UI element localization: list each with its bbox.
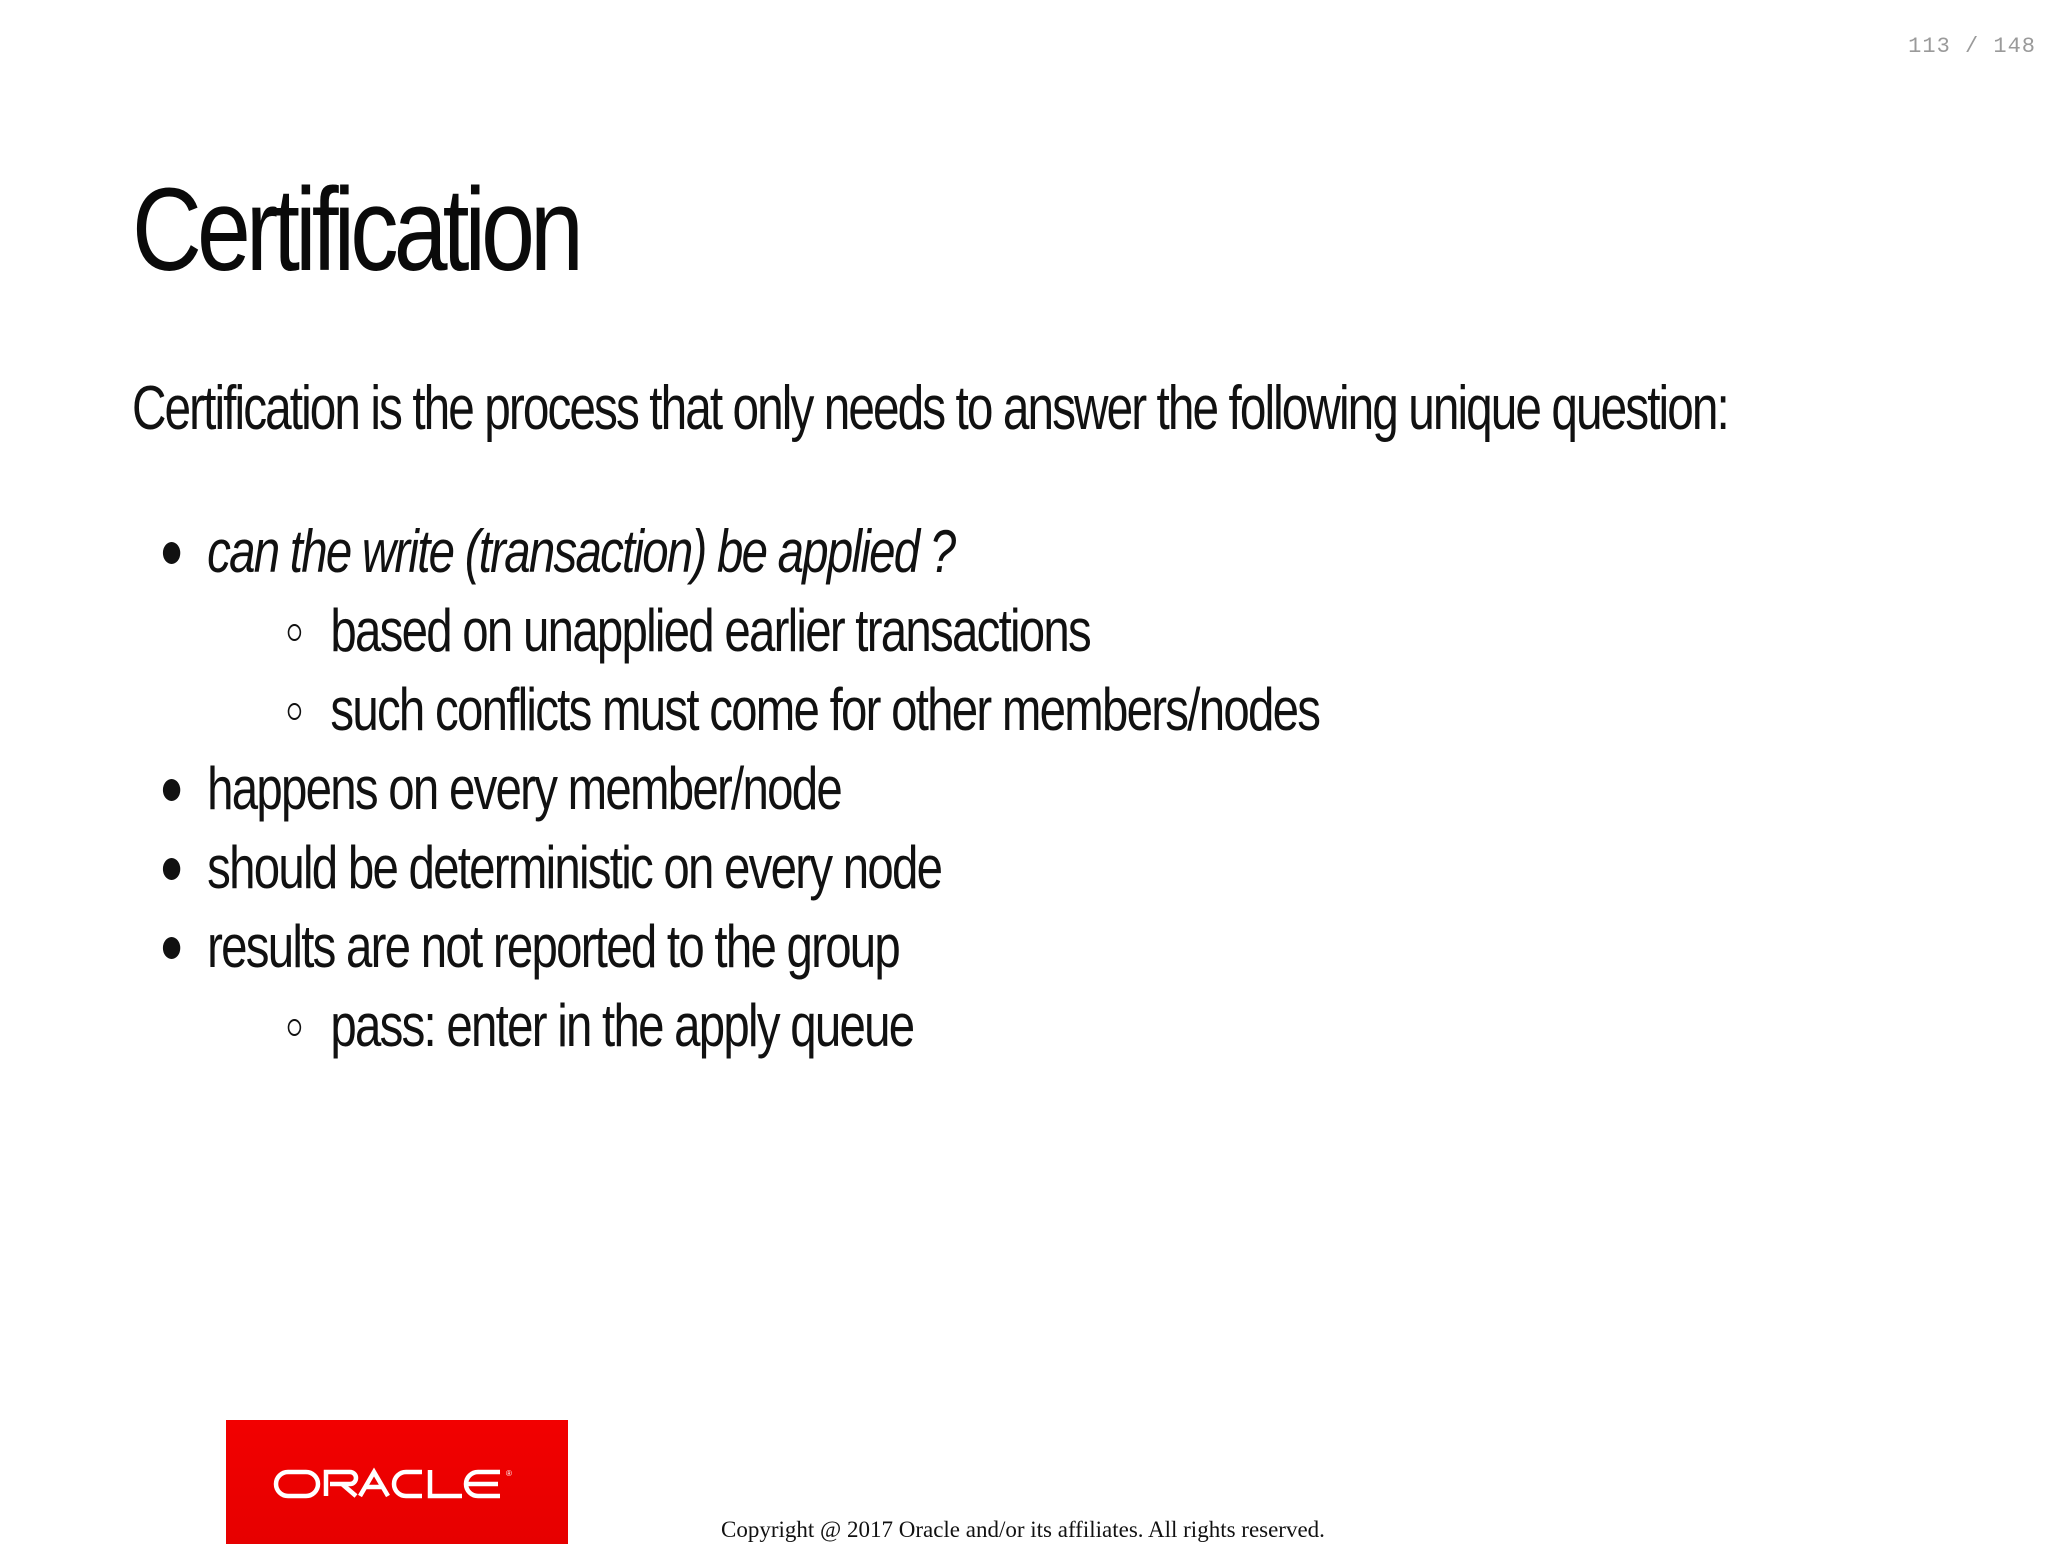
bullet-dot-icon [163,937,180,959]
sub-bullet-list [278,591,1319,749]
hollow-circle-icon [288,703,301,720]
sub-bullet-text: such conflicts must come for other members/nodes [330,676,1320,743]
intro-text: Certification is the process that only needs to answer the following unique question: [132,374,1728,443]
bullet-item [155,907,1319,1065]
bullet-item [155,749,1319,828]
bullet-text: can the write (transaction) be applied ? [207,518,955,585]
oracle-logo [226,1420,568,1544]
bullet-text: should be deterministic on every node [207,834,942,901]
bullet-list-container [155,512,1319,1065]
bullet-text: results are not reported to the group [207,913,900,980]
page-counter: 113 / 148 [1908,34,2036,59]
bullet-text: happens on every member/node [207,755,841,822]
hollow-circle-icon [288,1019,301,1036]
copyright-text: Copyright @ 2017 Oracle and/or its affiliates. All rights reserved. [721,1517,1325,1542]
bullet-dot-icon [163,858,180,880]
bullet-list [155,512,1319,1065]
bullet-item [155,512,1319,749]
bullet-dot-icon [163,542,180,564]
svg-text:®: ® [506,1469,512,1478]
sub-bullet-text: based on unapplied earlier transactions [330,597,1091,664]
oracle-logo-icon [226,1420,568,1544]
bullet-dot-icon [163,779,180,801]
slide-title: Certification [132,164,579,296]
sub-bullet-item [278,670,1319,749]
sub-bullet-item [278,591,1319,670]
bullet-item [155,828,1319,907]
sub-bullet-list [278,986,1319,1065]
hollow-circle-icon [288,624,301,641]
sub-bullet-item [278,986,1319,1065]
sub-bullet-text: pass: enter in the apply queue [330,992,914,1059]
